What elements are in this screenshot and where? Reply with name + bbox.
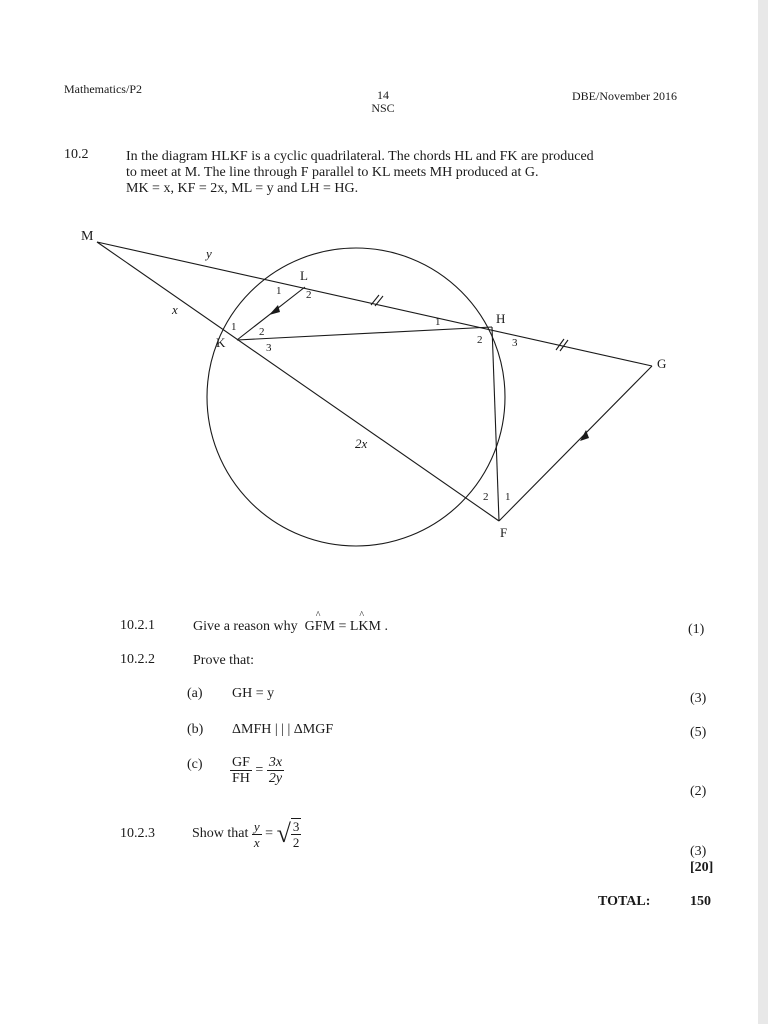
- label-f: F: [500, 525, 508, 540]
- q3-text: Show that: [192, 826, 249, 841]
- q1-hat-k: ^ K: [358, 619, 368, 635]
- angle-h3: 3: [512, 337, 518, 349]
- header-cert: NSC: [371, 101, 395, 115]
- side-label-x: x: [172, 302, 178, 317]
- arrow-kl: [269, 305, 280, 315]
- q3-num-right: 3: [292, 819, 300, 834]
- q2c-den-left: FH: [232, 771, 250, 786]
- intro-line-1: In the diagram HLKF is a cyclic quadrilateral. The chords HL and FK are produced: [126, 149, 594, 164]
- line-mg: [97, 242, 652, 366]
- total-marks: [20]: [690, 860, 714, 875]
- q2c-expression: $\frac{GF}{FH}$ = $\frac{3x}{2y}$: [232, 755, 283, 786]
- q2a-label: (a): [187, 686, 203, 701]
- q1-marks: (1): [688, 622, 705, 637]
- tick-lh: [371, 295, 379, 305]
- angle-f2: 2: [483, 491, 489, 503]
- q3-den-left: x: [253, 834, 260, 850]
- angle-h1: 1: [435, 316, 441, 328]
- angle-k2: 2: [259, 326, 265, 338]
- q2b-text: ΔMFH | | | ΔMGF: [232, 722, 334, 737]
- label-k: K: [216, 335, 226, 350]
- q2c-frac-right: [267, 755, 284, 786]
- q2c-marks: (2): [690, 784, 707, 799]
- header-exam: DBE/November 2016: [572, 89, 677, 103]
- q2c-den-right: 2y: [268, 771, 283, 786]
- label-l: L: [300, 268, 308, 283]
- q1-text: Give a reason why G^ FM = L^ KM .: [193, 619, 388, 635]
- q3-expression: Show that $\frac{y}{x}$ = √ $\frac{3}{2}$: [192, 818, 300, 850]
- q2c-label: (c): [187, 757, 203, 772]
- q2c-frac-left: [230, 755, 252, 786]
- q1-hat-f: ^ F: [315, 619, 323, 635]
- header-subject: Mathematics/P2: [64, 82, 142, 96]
- q2b-marks: (5): [690, 725, 707, 740]
- chord-hf: [492, 327, 499, 521]
- q2c-num-left: GF: [232, 755, 250, 770]
- angle-l1: 1: [276, 285, 282, 297]
- angle-f1: 1: [505, 491, 511, 503]
- q2a-text: GH = y: [232, 686, 275, 701]
- q2-number: 10.2.2: [120, 652, 155, 667]
- side-label-2x: 2x: [355, 436, 368, 451]
- label-h: H: [496, 311, 506, 326]
- intro-line-3: MK = x, KF = 2x, ML = y and LH = HG.: [126, 181, 359, 196]
- label-m: M: [81, 229, 94, 244]
- q3-number: 10.2.3: [120, 826, 155, 841]
- line-mf: [97, 242, 499, 521]
- label-g: G: [657, 356, 667, 371]
- header-page-number: 14: [377, 88, 389, 102]
- side-label-y: y: [206, 246, 212, 261]
- angle-k1: 1: [231, 321, 237, 333]
- q3-num-left: y: [253, 818, 260, 834]
- q3-marks: (3): [690, 844, 707, 859]
- chord-kh: [237, 327, 492, 340]
- q2b-label: (b): [187, 722, 204, 737]
- q3-frac-left: [252, 819, 262, 850]
- sqrt-sign: √: [276, 819, 291, 848]
- angle-h2: 2: [477, 334, 483, 346]
- question-number: 10.2: [64, 147, 89, 162]
- q3-frac-right: [291, 818, 302, 850]
- intro-line-2: to meet at M. The line through F parallel to KL meets MH produced at G.: [126, 165, 539, 180]
- line-fg: [499, 366, 652, 521]
- q1-number: 10.2.1: [120, 618, 155, 633]
- q2a-marks: (3): [690, 691, 707, 706]
- q1-prefix: Give a reason why: [193, 619, 298, 634]
- angle-k3: 3: [266, 342, 272, 354]
- circle: [207, 248, 508, 546]
- total-label: TOTAL:: [598, 894, 651, 909]
- angle-l2: 2: [306, 289, 312, 301]
- q2c-num-right: 3x: [268, 755, 283, 770]
- total-value: 150: [690, 894, 711, 909]
- q3-den-right: 2: [292, 835, 300, 850]
- q2-text: Prove that:: [193, 653, 255, 668]
